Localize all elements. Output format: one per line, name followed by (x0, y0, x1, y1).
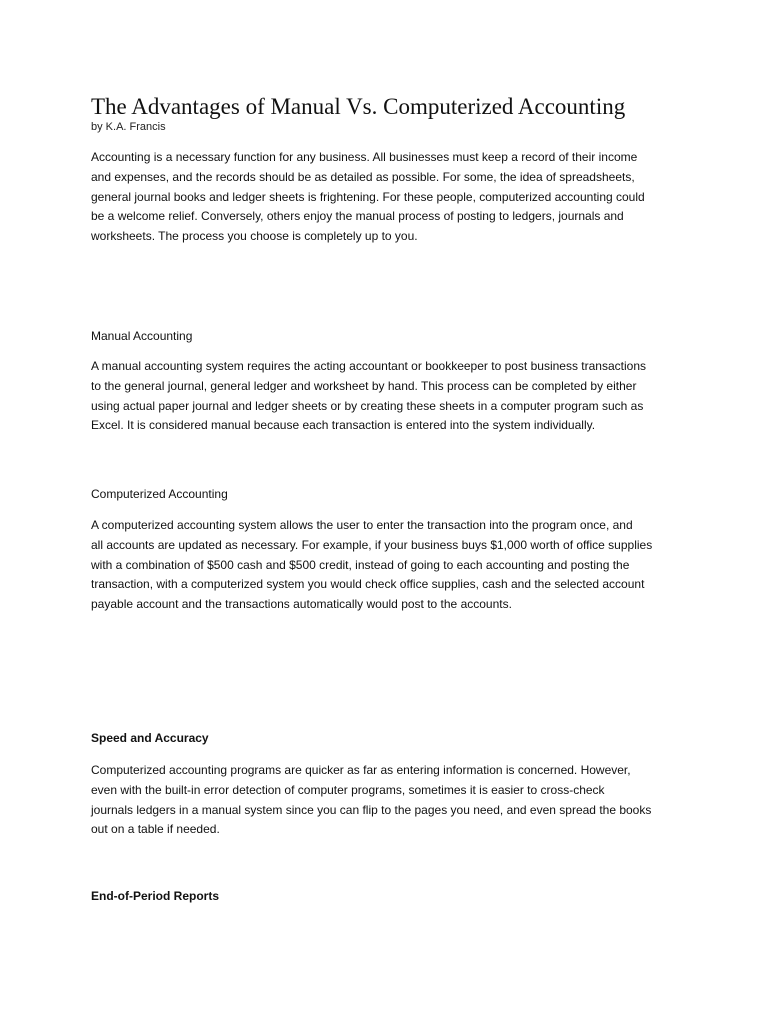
document-title: The Advantages of Manual Vs. Computerized Accounting (91, 94, 626, 119)
paragraph-line: Excel. It is considered manual because each transaction is entered into the system individually. (91, 418, 596, 433)
paragraph-line: payable account and the transactions automatically would post to the accounts. (91, 597, 512, 612)
paragraph-line: out on a table if needed. (91, 822, 220, 837)
intro-paragraph (91, 148, 691, 247)
paragraph-line: Computerized accounting programs are quicker as far as entering information is concerned. However, (91, 763, 631, 777)
paragraph-line: general journal books and ledger sheets is frightening. For these people, computerized accounting could (91, 189, 645, 204)
paragraph-line: be a welcome relief. Conversely, others enjoy the manual process of posting to ledgers, journals and (91, 209, 624, 224)
paragraph-line: journals ledgers in a manual system since you can flip to the pages you need, and even spread the books (91, 802, 652, 817)
section-heading-end-of-period-reports: End-of-Period Reports (91, 889, 219, 903)
section-paragraph-manual-accounting (91, 357, 691, 436)
paragraph-line: with a combination of $500 cash and $500 credit, instead of going to each accounting and posting the (91, 557, 630, 572)
paragraph-line: transaction, with a computerized system you would check office supplies, cash and the selected account (91, 577, 645, 592)
document-byline: by K.A. Francis (91, 121, 166, 133)
paragraph-line: A computerized accounting system allows the user to enter the transaction into the program once, and (91, 518, 633, 532)
paragraph-line: even with the built-in error detection of computer programs, sometimes it is easier to cross-check (91, 782, 605, 797)
paragraph-line: using actual paper journal and ledger sheets or by creating these sheets in a computer program such as (91, 398, 644, 413)
paragraph-line: Accounting is a necessary function for any business. All businesses must keep a record of their income (91, 150, 638, 164)
section-heading-computerized-accounting: Computerized Accounting (91, 487, 228, 501)
paragraph-line: and expenses, and the records should be as detailed as possible. For some, the idea of spreadsheets, (91, 169, 635, 184)
paragraph-line: A manual accounting system requires the acting accountant or bookkeeper to post business transactions (91, 359, 646, 373)
section-paragraph-speed-and-accuracy (91, 761, 691, 840)
paragraph-line: all accounts are updated as necessary. For example, if your business buys $1,000 worth of office supplies (91, 537, 653, 552)
section-heading-speed-and-accuracy: Speed and Accuracy (91, 731, 209, 745)
paragraph-line: to the general journal, general ledger and worksheet by hand. This process can be completed by either (91, 378, 637, 393)
section-heading-manual-accounting: Manual Accounting (91, 329, 193, 343)
section-paragraph-computerized-accounting (91, 516, 691, 615)
paragraph-line: worksheets. The process you choose is completely up to you. (91, 229, 418, 244)
